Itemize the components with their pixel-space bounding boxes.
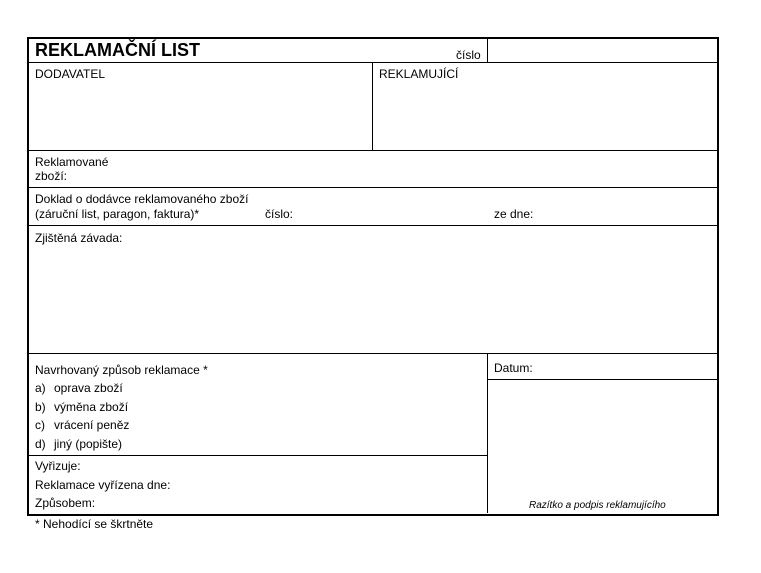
supplier-label: DODAVATEL bbox=[35, 67, 106, 81]
divider-bottom-columns bbox=[487, 353, 488, 513]
date-label: Datum: bbox=[494, 361, 533, 375]
option-d-letter: d) bbox=[35, 437, 46, 451]
goods-label-line1: Reklamované bbox=[35, 155, 109, 169]
goods-label-line2: zboží: bbox=[35, 169, 68, 183]
footnote: * Nehodící se škrtněte bbox=[35, 517, 154, 531]
receipt-number-label: číslo: bbox=[265, 207, 294, 221]
divider-supplier-claimant bbox=[372, 62, 373, 150]
form-number-field[interactable] bbox=[489, 39, 715, 61]
method-label: Navrhovaný způsob reklamace * bbox=[35, 363, 208, 377]
claimant-label: REKLAMUJÍCÍ bbox=[379, 67, 459, 81]
handled-by-label: Vyřizuje: bbox=[35, 459, 81, 473]
resolved-date-field[interactable] bbox=[180, 476, 484, 492]
receipt-date-field[interactable] bbox=[538, 203, 714, 223]
divider-parties bbox=[28, 150, 717, 151]
goods-field[interactable] bbox=[110, 152, 714, 186]
stamp-label: Razítko a podpis reklamujícího bbox=[529, 500, 666, 511]
form-title: REKLAMAČNÍ LIST bbox=[35, 40, 200, 60]
divider-receipt bbox=[28, 225, 717, 226]
claimant-field[interactable] bbox=[374, 82, 715, 149]
resolved-method-field[interactable] bbox=[100, 494, 484, 510]
defect-label: Zjištěná závada: bbox=[35, 231, 123, 245]
receipt-number-field[interactable] bbox=[300, 203, 485, 223]
date-field[interactable] bbox=[540, 356, 714, 377]
option-a-text[interactable]: oprava zboží bbox=[54, 381, 123, 395]
divider-goods bbox=[28, 187, 717, 188]
divider-number-box bbox=[487, 38, 488, 62]
handled-by-field[interactable] bbox=[90, 458, 484, 474]
defect-field[interactable] bbox=[29, 246, 715, 352]
option-c-text[interactable]: vrácení peněz bbox=[54, 418, 130, 432]
option-c-letter: c) bbox=[35, 418, 45, 432]
receipt-label-line2: (záruční list, paragon, faktura)* bbox=[35, 207, 200, 221]
divider-date bbox=[487, 379, 717, 380]
option-b-letter: b) bbox=[35, 400, 46, 414]
divider-method bbox=[28, 455, 487, 456]
resolved-date-label: Reklamace vyřízena dne: bbox=[35, 478, 171, 492]
receipt-label-line1: Doklad o dodávce reklamovaného zboží bbox=[35, 192, 249, 206]
divider-defect bbox=[28, 353, 717, 354]
resolved-method-label: Způsobem: bbox=[35, 496, 96, 510]
option-b-text[interactable]: výměna zboží bbox=[54, 400, 129, 414]
receipt-date-label: ze dne: bbox=[494, 207, 534, 221]
signature-field[interactable] bbox=[489, 381, 715, 496]
number-label: číslo bbox=[456, 48, 481, 62]
option-a-letter: a) bbox=[35, 381, 46, 395]
option-d-text[interactable]: jiný (popište) bbox=[54, 437, 123, 451]
supplier-field[interactable] bbox=[29, 82, 371, 149]
